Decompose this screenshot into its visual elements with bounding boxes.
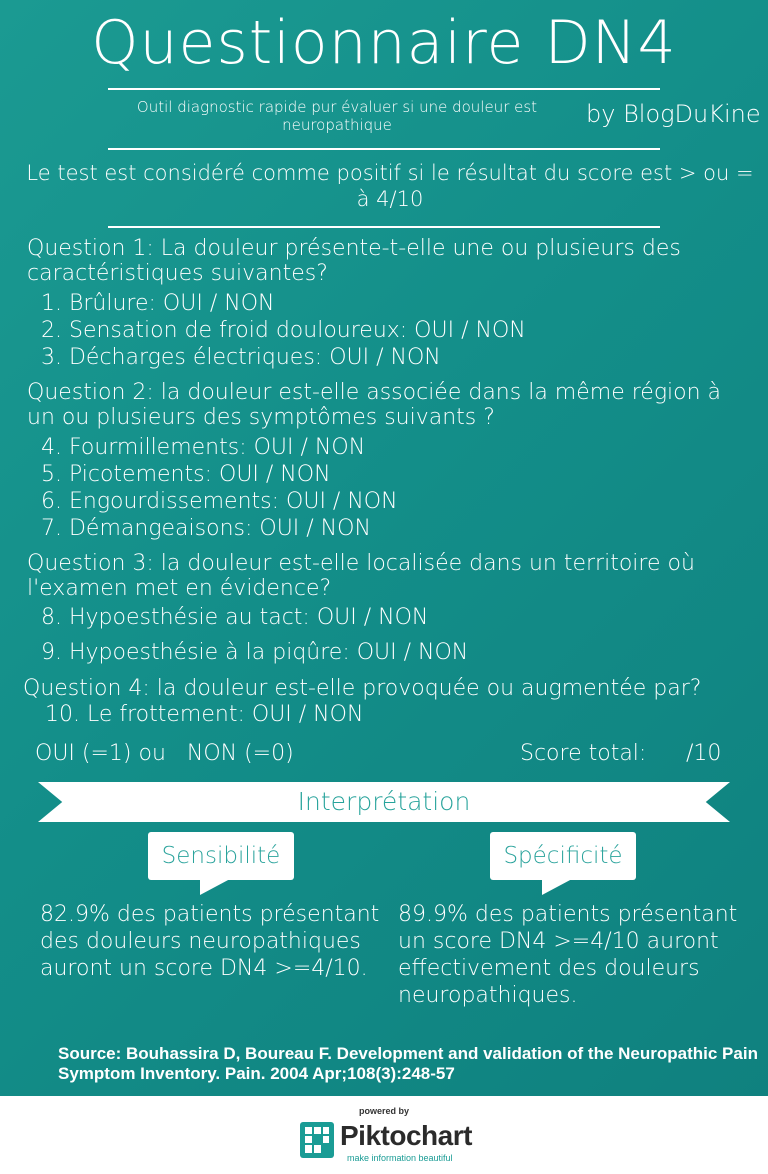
question-2: Question 2: la douleur est-elle associée dans la même région à un ou plusieurs des symptômes suivants ? xyxy=(27,380,722,430)
question-item: 3. Décharges électriques: OUI / NON xyxy=(41,345,441,370)
question-item: 2. Sensation de froid douloureux: OUI / NON xyxy=(41,318,526,343)
question-item: 7. Démangeaisons: OUI / NON xyxy=(41,516,371,541)
speech-bubble-icon xyxy=(200,879,230,895)
question-item: 5. Picotements: OUI / NON xyxy=(41,462,331,487)
title-divider xyxy=(108,88,660,90)
scoring-legend: OUI (=1) ou NON (=0) xyxy=(35,741,294,766)
specificity-text: 89.9% des patients présentant un score DN4 >=4/10 auront effectivement des douleurs neuropathiques. xyxy=(398,902,738,1008)
speech-bubble-icon xyxy=(542,879,572,895)
byline: by BlogDuKine xyxy=(586,100,761,128)
intro-text: Le test est considéré comme positif si le résultat du score est > ou = à 4/10 xyxy=(26,161,754,211)
question-item: 10. Le frottement: OUI / NON xyxy=(45,702,364,727)
question-4: Question 4: la douleur est-elle provoquée ou augmentée par? xyxy=(23,676,702,701)
page-title: Questionnaire DN4 xyxy=(91,8,677,78)
sensitivity-text: 82.9% des patients présentant des douleurs neuropathiques auront un score DN4 >=4/10. xyxy=(40,902,380,981)
intro-divider-bottom xyxy=(108,226,660,228)
question-item: 1. Brûlure: OUI / NON xyxy=(41,291,275,316)
question-item: 9. Hypoesthésie à la piqûre: OUI / NON xyxy=(41,640,469,665)
score-total-max: /10 xyxy=(686,741,722,766)
powered-by: powered by xyxy=(358,1106,409,1116)
intro-divider-top xyxy=(108,148,660,150)
source-citation: Source: Bouhassira D, Boureau F. Development and validation of the Neuropathic Pain Symptom Inventory. Pain. 2004 Apr;108(3):248-57 xyxy=(58,1044,758,1083)
piktochart-tagline: make information beautiful xyxy=(347,1153,453,1163)
question-item: 6. Engourdissements: OUI / NON xyxy=(41,489,398,514)
score-total-label: Score total: xyxy=(520,741,647,766)
question-1: Question 1: La douleur présente-t-elle une ou plusieurs des caractéristiques suivantes? xyxy=(27,236,681,286)
interpretation-title: Interprétation xyxy=(297,787,471,816)
sensitivity-bubble xyxy=(148,832,294,880)
sensitivity-label: Sensibilité xyxy=(161,843,281,869)
piktochart-brand[interactable]: Piktochart xyxy=(340,1120,472,1151)
specificity-label: Spécificité xyxy=(503,843,623,869)
specificity-bubble xyxy=(490,832,636,880)
question-3: Question 3: la douleur est-elle localisée dans un territoire où l'examen met en évidence? xyxy=(27,551,695,601)
piktochart-logo-icon[interactable] xyxy=(300,1122,334,1158)
question-item: 4. Fourmillements: OUI / NON xyxy=(41,435,366,460)
subtitle: Outil diagnostic rapide pur évaluer si une douleur est neuropathique xyxy=(136,98,538,134)
question-item: 8. Hypoesthésie au tact: OUI / NON xyxy=(41,605,429,630)
